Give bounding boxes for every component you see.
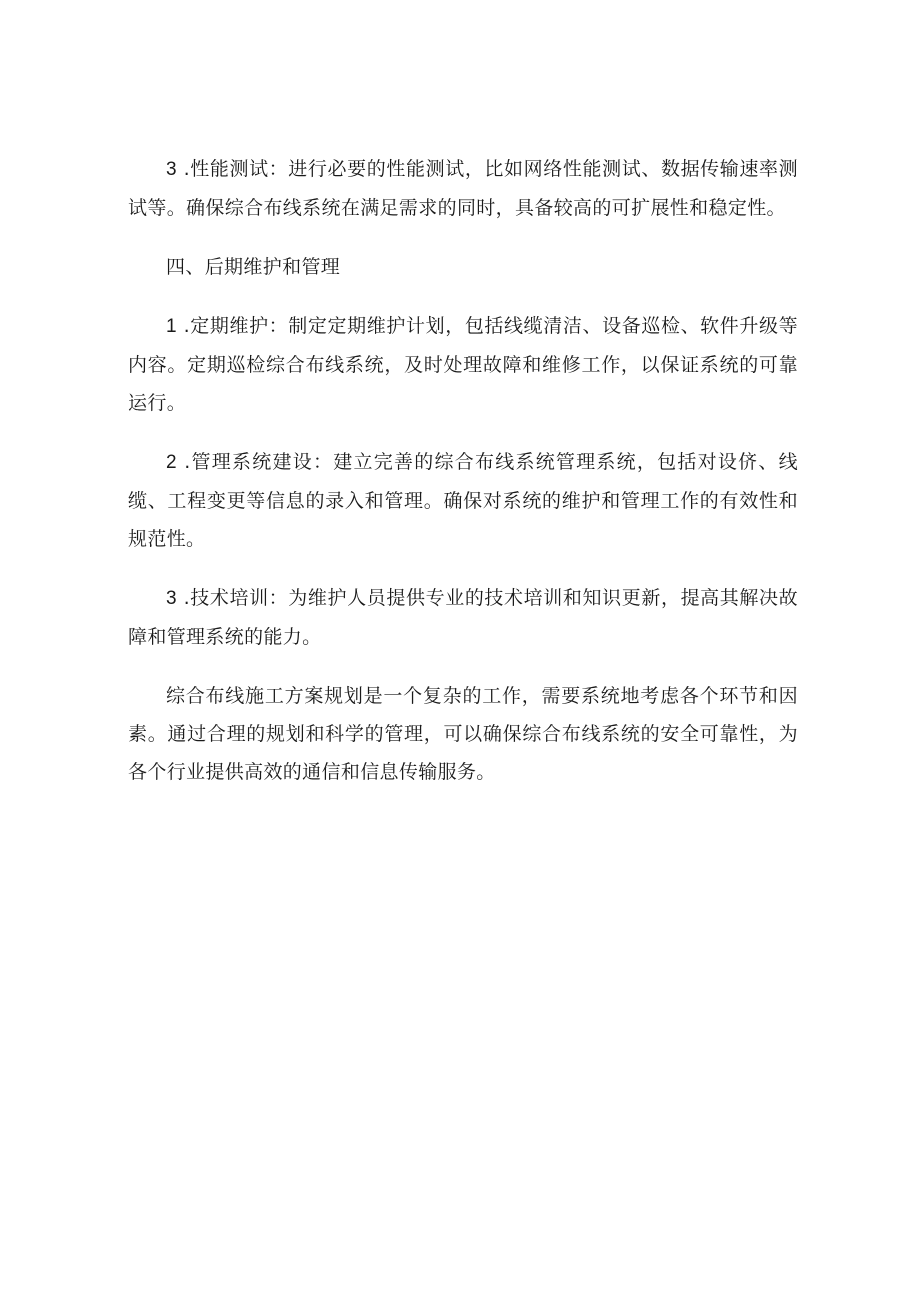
item-number: 1 [166, 316, 177, 337]
paragraph-regular-maintenance [128, 307, 798, 422]
document-body [128, 150, 798, 812]
item-number: 3 [166, 588, 177, 609]
paragraph-technical-training [128, 579, 798, 656]
item-number: 2 [166, 452, 177, 473]
section-heading-maintenance: 四、后期维护和管理 [166, 256, 341, 278]
paragraph-conclusion: 综合布线施工方案规划是一个复杂的工作，需要系统地考虑各个环节和因素。通过合理的规划和科学的管理，可以确保综合布线系统的安全可靠性，为各个行业提供高效的通信和信息传输服务。 [128, 685, 798, 783]
paragraph-performance-testing [128, 150, 798, 227]
paragraph-text: .定期维护：制定定期维护计划，包括线缆清洁、设备巡检、软件升级等内容。定期巡检综合布线系统，及时处理故障和维修工作，以保证系统的可靠运行。 [128, 315, 798, 414]
paragraph-text: .性能测试：进行必要的性能测试，比如网络性能测试、数据传输速率测试等。确保综合布线系统在满足需求的同时，具备较高的可扩展性和稳定性。 [128, 158, 798, 219]
item-number: 3 [166, 159, 177, 180]
paragraph-management-system [128, 443, 798, 558]
paragraph-text: .技术培训：为维护人员提供专业的技术培训和知识更新，提高其解决故障和管理系统的能力。 [128, 587, 798, 648]
paragraph-text: .管理系统建设：建立完善的综合布线系统管理系统，包括对设侪、线缆、工程变更等信息的录入和管理。确保对系统的维护和管理工作的有效性和规范性。 [128, 451, 798, 550]
